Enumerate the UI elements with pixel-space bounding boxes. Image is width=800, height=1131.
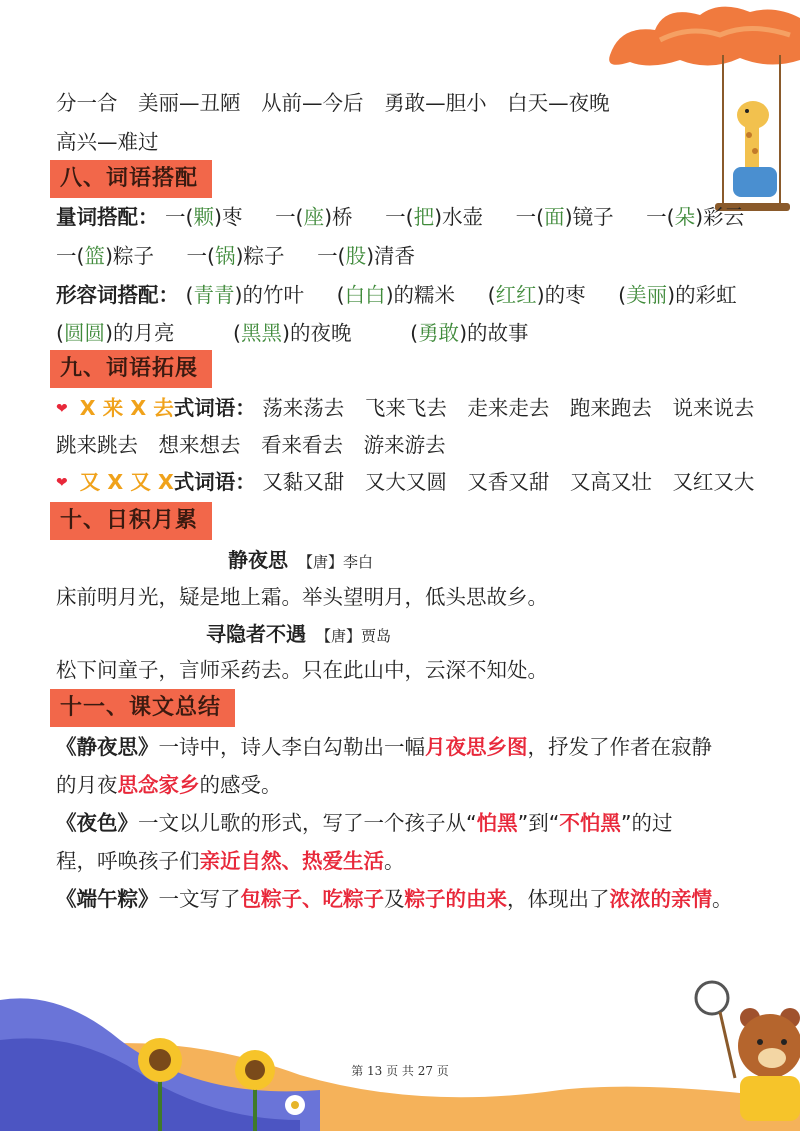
pattern-word: 走来走去 (467, 396, 550, 420)
measure-word-row-1 (56, 202, 744, 232)
collocation-item: (白白)的糯米 (336, 283, 456, 307)
collocation-item: (圆圆)的月亮 (56, 321, 175, 345)
antonym-pair: 分一合 (56, 91, 118, 115)
highlight: 亲近自然、热爱生活 (199, 849, 384, 873)
pattern-word: 说来说去 (672, 396, 755, 420)
summary-2-line-1: 《夜色》一文以儿歌的形式，写了一个孩子从“怕黑”到“不怕黑”的过 (56, 811, 673, 835)
heart-icon: ❤ (56, 475, 68, 491)
highlight: 粽子的由来 (404, 887, 507, 911)
collocation-item: 一(朵)彩云 (646, 205, 745, 229)
poem-2-title-line (206, 619, 391, 651)
pattern-1-row-1 (56, 393, 768, 424)
adjective-row-2 (56, 318, 529, 348)
collocation-item: 一(锅)粽子 (186, 244, 285, 268)
bear-with-net-icon (690, 968, 800, 1131)
antonym-pair: 美丽—丑陋 (138, 91, 241, 115)
pattern-word: 又红又大 (672, 470, 755, 494)
pattern-2-row-1 (56, 467, 768, 498)
collocation-item: 一(面)镜子 (515, 205, 614, 229)
antonym-row-2 (56, 127, 173, 157)
measure-word-label: 量词搭配： (56, 205, 159, 229)
book-title: 《端午粽》 (56, 887, 159, 911)
section-heading-8: 八、词语搭配 (50, 160, 212, 198)
summary-1-line-2: 的月夜思念家乡的感受。 (56, 773, 282, 797)
collocation-item: 一(篮)粽子 (56, 244, 154, 268)
collocation-item: (黑黑)的夜晚 (233, 321, 352, 345)
pattern-word: 游来游去 (363, 433, 446, 457)
highlight: 月夜思乡图 (425, 735, 528, 759)
poem-author: 【唐】贾岛 (316, 627, 392, 645)
highlight: 思念家乡 (117, 773, 200, 797)
poem-1-text: 床前明月光，疑是地上霜。举头望明月，低头思故乡。 (56, 585, 548, 609)
highlight: 不怕黑 (559, 811, 621, 835)
heart-icon: ❤ (56, 401, 68, 417)
antonym-pair: 从前—今后 (261, 91, 364, 115)
pattern-word: 跳来跳去 (56, 433, 138, 457)
antonym-pair: 勇敢—胆小 (384, 91, 487, 115)
pattern-word: 想来想去 (158, 433, 241, 457)
pattern-word: 看来看去 (261, 433, 344, 457)
poem-author: 【唐】李白 (298, 553, 374, 571)
collocation-item: 一(把)水壶 (385, 205, 484, 229)
collocation-item: (红红)的枣 (487, 283, 586, 307)
pattern-word: 飞来飞去 (364, 396, 447, 420)
collocation-item: 一(颗)枣 (165, 205, 243, 229)
poem-title: 静夜思 (228, 548, 288, 572)
antonym-pair: 高兴—难过 (56, 130, 159, 154)
measure-word-row-2 (56, 241, 415, 271)
section-heading-10: 十、日积月累 (50, 502, 212, 540)
poem-title: 寻隐者不遇 (206, 622, 306, 646)
pattern-suffix: 式词语： (173, 396, 256, 420)
summary-2-line-2: 程，呼唤孩子们亲近自然、热爱生活。 (56, 849, 405, 873)
book-title: 《夜色》 (56, 811, 138, 835)
antonym-row-1 (56, 88, 624, 118)
highlight: 浓浓的亲情 (609, 887, 712, 911)
pattern-suffix: 式词语： (173, 470, 256, 494)
pattern-word: 荡来荡去 (262, 396, 345, 420)
collocation-item: (青青)的竹叶 (185, 283, 305, 307)
adjective-label: 形容词搭配： (56, 283, 179, 307)
pattern-word: 跑来跑去 (569, 396, 652, 420)
pattern-word: 又香又甜 (467, 470, 550, 494)
pattern-label: 又 X 又 X (79, 470, 174, 494)
section-heading-11: 十一、课文总结 (50, 689, 235, 727)
pattern-1-row-2 (56, 430, 460, 460)
pattern-word: 又大又圆 (364, 470, 447, 494)
sunflower-icon (130, 1035, 330, 1131)
poem-1-title-line (228, 545, 373, 577)
pattern-word: 又黏又甜 (262, 470, 345, 494)
adjective-row-1 (56, 280, 737, 310)
collocation-item: 一(股)清香 (317, 244, 416, 268)
collocation-item: (美丽)的彩虹 (618, 283, 737, 307)
poem-2-text: 松下问童子，言师采药去。只在此山中，云深不知处。 (56, 658, 548, 682)
pattern-word: 又高又壮 (569, 470, 652, 494)
hill-decoration-icon (0, 980, 800, 1131)
book-title: 《静夜思》 (56, 735, 159, 759)
pattern-label: X 来 X 去 (79, 396, 174, 420)
highlight: 怕黑 (476, 811, 518, 835)
section-heading-9: 九、词语拓展 (50, 350, 212, 388)
highlight: 包粽子、吃粽子 (240, 887, 384, 911)
collocation-item: 一(座)桥 (275, 205, 353, 229)
page-number: 第 13 页 共 27 页 (351, 1064, 449, 1078)
collocation-item: (勇敢)的故事 (410, 321, 529, 345)
antonym-pair: 白天—夜晚 (507, 91, 610, 115)
summary-1-line-1: 《静夜思》一诗中，诗人李白勾勒出一幅月夜思乡图，抒发了作者在寂静 (56, 735, 712, 759)
summary-3-line-1: 《端午粽》一文写了包粽子、吃粽子及粽子的由来，体现出了浓浓的亲情。 (56, 887, 733, 911)
